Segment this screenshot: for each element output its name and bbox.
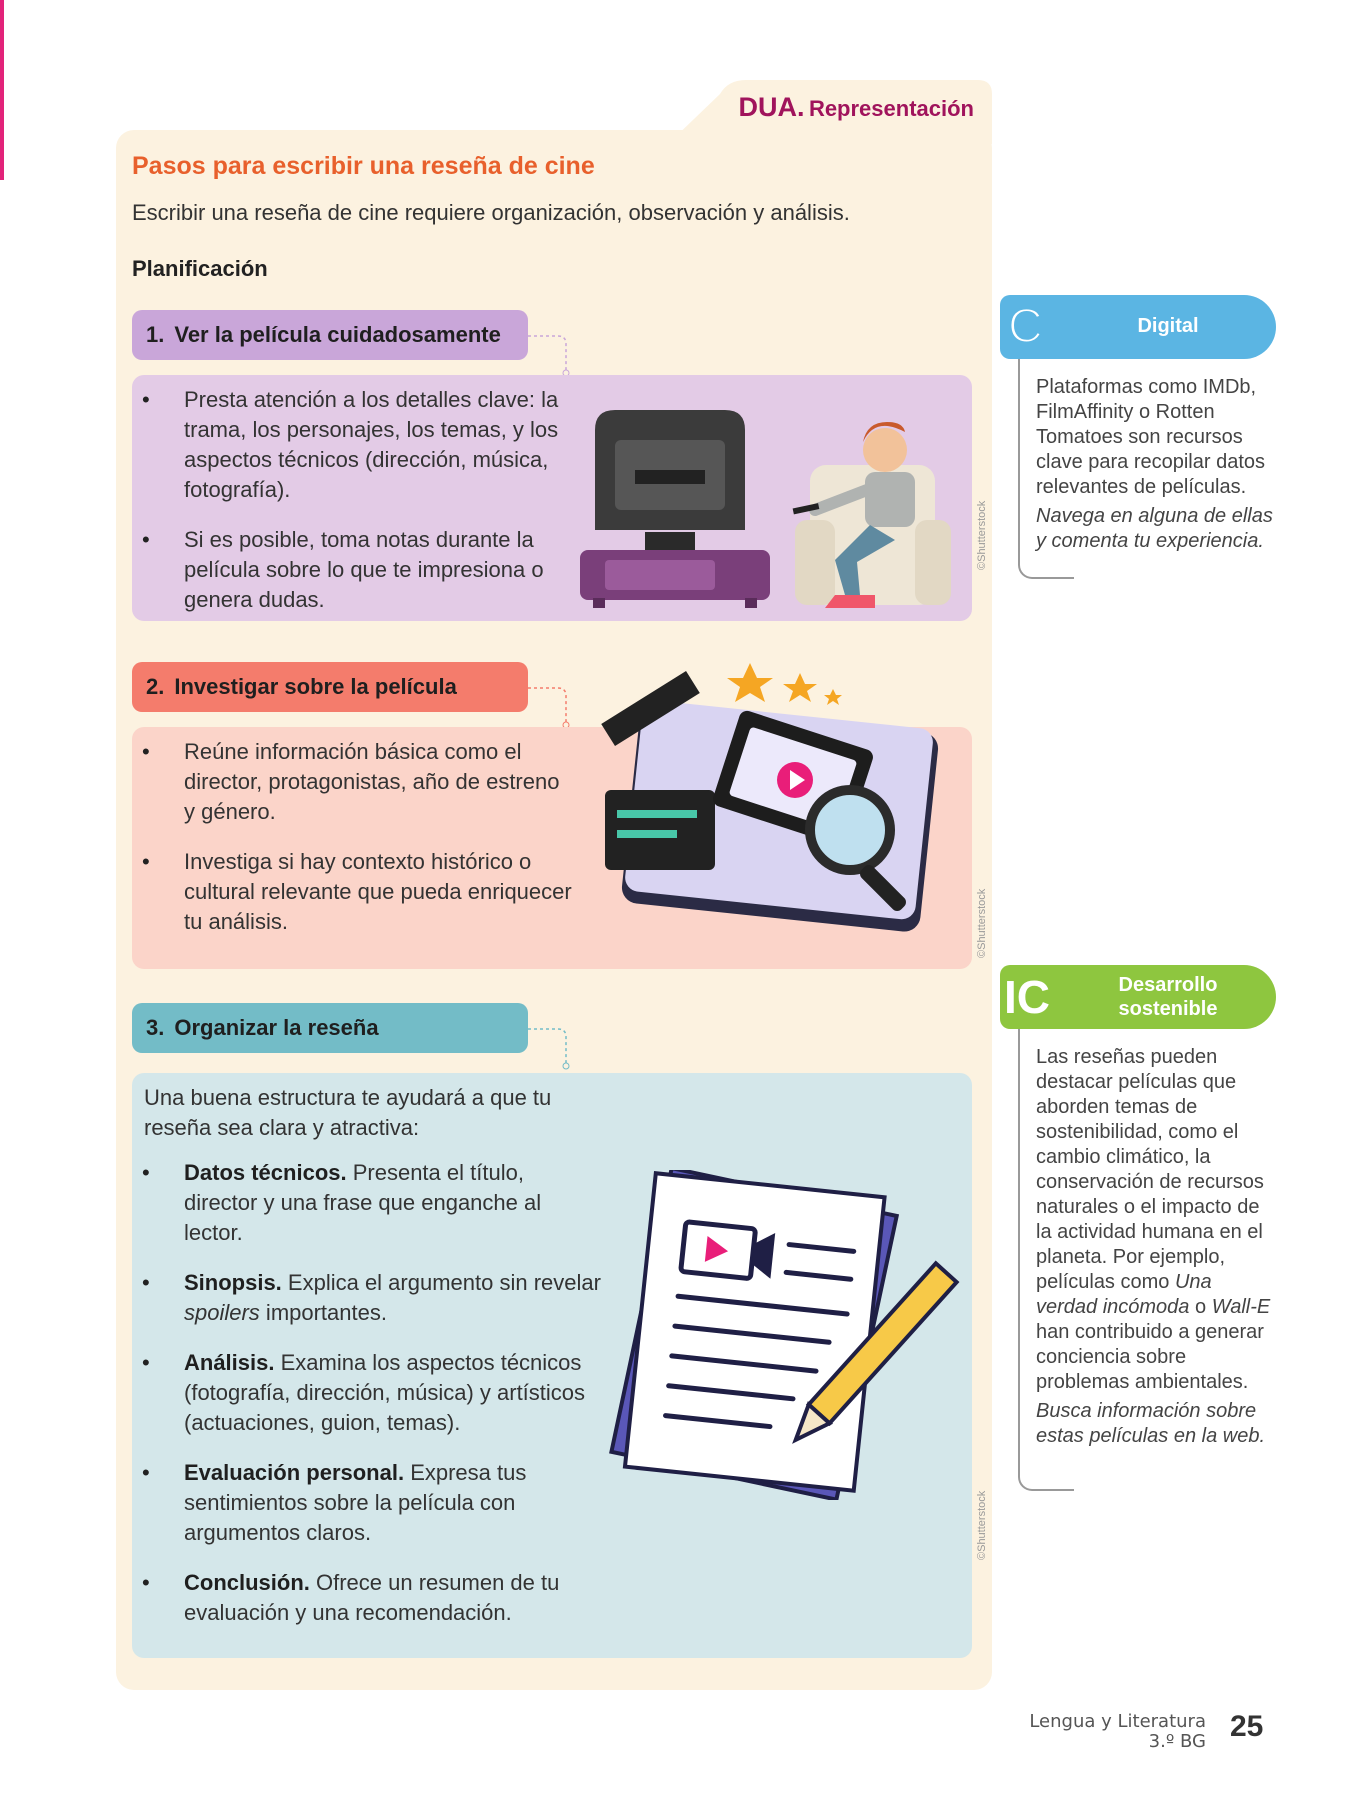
image-credit: ©Shutterstock: [976, 500, 988, 570]
list-item: • Análisis. Examina los aspectos técnicos (fotografía, dirección, música) y artísticos (actuaciones, guion, temas).: [132, 1348, 602, 1438]
image-credit: ©Shutterstock: [976, 888, 988, 958]
list-item: • Conclusión. Ofrece un resumen de tu evaluación y una recomendación.: [132, 1568, 602, 1628]
intro-text: Escribir una reseña de cine requiere organización, observación y análisis.: [132, 200, 850, 225]
list-item: • Presta atención a los detalles clave: la trama, los personajes, los temas, y los aspectos técnicos (dirección, música, fotografía).: [132, 385, 572, 505]
tv-watching-illustration: [575, 410, 965, 610]
list-item: • Si es posible, toma notas durante la película sobre lo que te impresiona o genera dudas.: [132, 525, 572, 615]
sustainability-ic-icon: IC: [1004, 971, 1050, 1023]
step-2-list: [132, 737, 572, 957]
dua-sub: Representación: [808, 96, 974, 121]
step-1-connector: [528, 334, 574, 378]
list-item: • Datos técnicos. Presenta el título, director y una frase que enganche al lector.: [132, 1158, 602, 1248]
sustainability-body: Las reseñas pueden destacar películas que aborden temas de sostenibilidad, como el cambio climático, la conservación de recursos naturales o el impacto de la actividad humana en el planeta. Por ejemplo, películas como Una verdad incómoda o Wall-E han contribuido a generar conciencia sobre problemas ambientales. Busca información sobre estas películas en la web.: [1036, 1046, 1271, 1447]
step-1-list: [132, 385, 572, 635]
step-3-intro: Una buena estructura te ayudará a que tu reseña sea clara y atractiva:: [144, 1085, 552, 1140]
list-item: • Evaluación personal. Expresa tus sentimientos sobre la película con argumentos claros.: [132, 1458, 602, 1548]
sustainability-header: [1000, 965, 1276, 1029]
footer-subject: Lengua y Literatura 3.º BG: [1029, 1711, 1206, 1752]
step-2-heading: 2. Investigar sobre la película: [132, 662, 528, 712]
step-2-connector: [528, 686, 574, 730]
digital-sidebar: [1000, 295, 1276, 595]
digital-c-icon: C: [1008, 300, 1043, 353]
list-item: • Sinopsis. Explica el argumento sin revelar spoilers importantes.: [132, 1268, 602, 1328]
step-3-heading: 3. Organizar la reseña: [132, 1003, 528, 1053]
image-credit: ©Shutterstock: [976, 1490, 988, 1560]
digital-title: Digital: [1137, 315, 1199, 337]
dua-label: DUA.: [738, 92, 805, 122]
digital-body: Plataformas como IMDb, FilmAffinity o Rotten Tomatoes son recursos clave para recopilar datos relevantes de películas. Navega en alguna de ellas y comenta tu experiencia.: [1036, 376, 1273, 552]
dua-tab: [668, 80, 992, 144]
step-3-list: [132, 1158, 602, 1648]
sustainability-sidebar: [1000, 965, 1276, 1525]
step-3-connector: [528, 1027, 574, 1071]
step-1-heading: 1. Ver la película cuidadosamente: [132, 310, 528, 360]
planning-heading: Planificación: [132, 256, 268, 281]
document-pencil-illustration: [600, 1170, 970, 1500]
sustainability-title: Desarrollo sostenible: [1118, 974, 1218, 1020]
film-search-illustration: [595, 660, 955, 940]
list-item: • Reúne información básica como el director, protagonistas, año de estreno y género.: [132, 737, 572, 827]
page-edge-marker: [0, 0, 4, 180]
page-title: Pasos para escribir una reseña de cine: [132, 152, 595, 180]
list-item: • Investiga si hay contexto histórico o cultural relevante que pueda enriquecer tu análisis.: [132, 847, 572, 937]
digital-header: [1000, 295, 1276, 359]
page-number: 25: [1230, 1710, 1264, 1743]
